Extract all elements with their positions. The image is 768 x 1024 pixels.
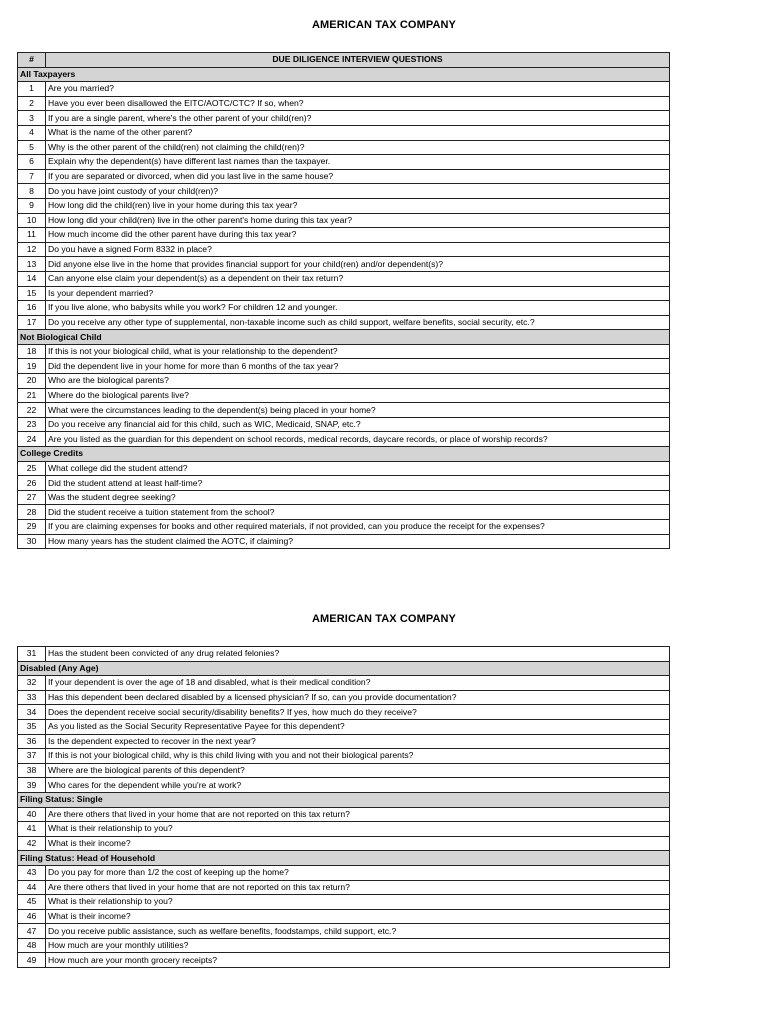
question-text: How much are your month grocery receipts?: [46, 953, 670, 968]
question-text: If your dependent is over the age of 18 and disabled, what is their medical condition?: [46, 676, 670, 691]
section-row: [18, 792, 670, 807]
question-row: [18, 734, 670, 749]
question-text: Has the student been convicted of any drug related felonies?: [46, 647, 670, 662]
question-number: 48: [18, 938, 46, 953]
question-number: 46: [18, 909, 46, 924]
question-number: 43: [18, 865, 46, 880]
question-text: Has this dependent been declared disabled by a licensed physician? If so, can you provide documentation?: [46, 690, 670, 705]
question-number: 26: [18, 476, 46, 491]
question-row: [18, 778, 670, 793]
question-number: 27: [18, 490, 46, 505]
question-number: 17: [18, 315, 46, 330]
question-row: [18, 520, 670, 535]
question-row: [18, 169, 670, 184]
question-row: [18, 719, 670, 734]
question-number: 15: [18, 286, 46, 301]
question-text: Did the student attend at least half-time?: [46, 476, 670, 491]
question-row: [18, 140, 670, 155]
question-text: What is the name of the other parent?: [46, 125, 670, 140]
question-text: Is the dependent expected to recover in the next year?: [46, 734, 670, 749]
question-text: Do you pay for more than 1/2 the cost of keeping up the home?: [46, 865, 670, 880]
question-number: 13: [18, 257, 46, 272]
question-text: Are you listed as the guardian for this dependent on school records, medical records, daycare records, or place of worship records?: [46, 432, 670, 447]
section-row: [18, 661, 670, 676]
question-text: What is their income?: [46, 909, 670, 924]
question-number: 22: [18, 403, 46, 418]
section-row: [18, 330, 670, 345]
question-number: 24: [18, 432, 46, 447]
question-row: [18, 155, 670, 170]
question-number: 33: [18, 690, 46, 705]
question-text: Where are the biological parents of this dependent?: [46, 763, 670, 778]
question-text: Is your dependent married?: [46, 286, 670, 301]
question-row: [18, 461, 670, 476]
question-number: 18: [18, 344, 46, 359]
question-number: 12: [18, 242, 46, 257]
question-row: [18, 301, 670, 316]
question-text: If this is not your biological child, why is this child living with you and not their biological parents?: [46, 749, 670, 764]
question-text: What were the circumstances leading to the dependent(s) being placed in your home?: [46, 403, 670, 418]
question-text: Did the student receive a tuition statement from the school?: [46, 505, 670, 520]
section-label: Filing Status: Head of Household: [18, 851, 670, 866]
question-row: [18, 432, 670, 447]
question-number: 5: [18, 140, 46, 155]
question-row: [18, 924, 670, 939]
question-row: [18, 184, 670, 199]
question-row: [18, 125, 670, 140]
question-number: 10: [18, 213, 46, 228]
question-text: Where do the biological parents live?: [46, 388, 670, 403]
question-number: 29: [18, 520, 46, 535]
question-text: What college did the student attend?: [46, 461, 670, 476]
question-row: [18, 676, 670, 691]
question-row: [18, 807, 670, 822]
question-row: [18, 96, 670, 111]
question-text: If this is not your biological child, what is your relationship to the dependent?: [46, 344, 670, 359]
question-row: [18, 647, 670, 662]
question-number: 30: [18, 534, 46, 549]
question-row: [18, 213, 670, 228]
question-row: [18, 388, 670, 403]
section-label: Disabled (Any Age): [18, 661, 670, 676]
question-text: Why is the other parent of the child(ren) not claiming the child(ren)?: [46, 140, 670, 155]
question-number: 8: [18, 184, 46, 199]
question-row: [18, 690, 670, 705]
question-text: Do you have joint custody of your child(ren)?: [46, 184, 670, 199]
question-text: If you are a single parent, where's the other parent of your child(ren)?: [46, 111, 670, 126]
question-number: 36: [18, 734, 46, 749]
question-number: 16: [18, 301, 46, 316]
question-text: What is their relationship to you?: [46, 895, 670, 910]
question-number: 47: [18, 924, 46, 939]
table-header: [18, 53, 670, 68]
question-number: 7: [18, 169, 46, 184]
question-row: [18, 257, 670, 272]
question-number: 23: [18, 417, 46, 432]
question-text: Can anyone else claim your dependent(s) as a dependent on their tax return?: [46, 271, 670, 286]
question-text: If you are claiming expenses for books and other required materials, if not provided, can you produce the receipt for the expenses?: [46, 520, 670, 535]
question-row: [18, 242, 670, 257]
question-number: 35: [18, 719, 46, 734]
question-number: 2: [18, 96, 46, 111]
question-row: [18, 895, 670, 910]
question-number: 31: [18, 647, 46, 662]
question-number: 25: [18, 461, 46, 476]
question-text: Did anyone else live in the home that provides financial support for your child(ren) and/or dependent(s)?: [46, 257, 670, 272]
section-row: [18, 851, 670, 866]
question-number: 9: [18, 198, 46, 213]
question-number: 28: [18, 505, 46, 520]
question-row: [18, 286, 670, 301]
header-questions: DUE DILIGENCE INTERVIEW QUESTIONS: [46, 53, 670, 68]
section-label: All Taxpayers: [18, 67, 670, 82]
question-text: Do you receive any financial aid for this child, such as WIC, Medicaid, SNAP, etc.?: [46, 417, 670, 432]
question-row: [18, 909, 670, 924]
question-number: 49: [18, 953, 46, 968]
question-number: 34: [18, 705, 46, 720]
question-row: [18, 705, 670, 720]
section-label: Not Biological Child: [18, 330, 670, 345]
question-text: How much are your monthly utilities?: [46, 938, 670, 953]
question-number: 6: [18, 155, 46, 170]
question-row: [18, 198, 670, 213]
question-text: Do you have a signed Form 8332 in place?: [46, 242, 670, 257]
question-text: Who are the biological parents?: [46, 374, 670, 389]
question-number: 19: [18, 359, 46, 374]
question-row: [18, 359, 670, 374]
question-number: 11: [18, 228, 46, 243]
question-number: 21: [18, 388, 46, 403]
question-row: [18, 880, 670, 895]
question-row: [18, 836, 670, 851]
question-row: [18, 315, 670, 330]
page2-title: AMERICAN TAX COMPANY: [312, 613, 456, 625]
question-row: [18, 476, 670, 491]
question-number: 38: [18, 763, 46, 778]
question-number: 45: [18, 895, 46, 910]
due-diligence-table-page2: [17, 646, 670, 968]
question-text: Are there others that lived in your home that are not reported on this tax return?: [46, 807, 670, 822]
section-row: [18, 447, 670, 462]
question-text: Are there others that lived in your home that are not reported on this tax return?: [46, 880, 670, 895]
question-row: [18, 505, 670, 520]
header-number: #: [18, 53, 46, 68]
question-number: 20: [18, 374, 46, 389]
question-text: Explain why the dependent(s) have different last names than the taxpayer.: [46, 155, 670, 170]
question-text: Was the student degree seeking?: [46, 490, 670, 505]
page1-title: AMERICAN TAX COMPANY: [312, 19, 456, 31]
question-text: Do you receive public assistance, such as welfare benefits, foodstamps, child support, etc.?: [46, 924, 670, 939]
question-text: Are you married?: [46, 82, 670, 97]
section-label: College Credits: [18, 447, 670, 462]
question-number: 32: [18, 676, 46, 691]
question-text: Do you receive any other type of supplemental, non-taxable income such as child support, welfare benefits, social security, etc.?: [46, 315, 670, 330]
question-text: Did the dependent live in your home for more than 6 months of the tax year?: [46, 359, 670, 374]
question-number: 14: [18, 271, 46, 286]
question-text: How many years has the student claimed the AOTC, if claiming?: [46, 534, 670, 549]
question-text: Who cares for the dependent while you're at work?: [46, 778, 670, 793]
question-number: 39: [18, 778, 46, 793]
question-row: [18, 228, 670, 243]
question-row: [18, 417, 670, 432]
question-number: 44: [18, 880, 46, 895]
question-number: 3: [18, 111, 46, 126]
question-row: [18, 763, 670, 778]
question-number: 42: [18, 836, 46, 851]
question-text: What is their relationship to you?: [46, 822, 670, 837]
question-row: [18, 953, 670, 968]
question-text: As you listed as the Social Security Representative Payee for this dependent?: [46, 719, 670, 734]
question-row: [18, 490, 670, 505]
question-text: How long did your child(ren) live in the other parent's home during this tax year?: [46, 213, 670, 228]
question-row: [18, 374, 670, 389]
question-row: [18, 865, 670, 880]
question-number: 40: [18, 807, 46, 822]
question-text: How long did the child(ren) live in your home during this tax year?: [46, 198, 670, 213]
question-number: 37: [18, 749, 46, 764]
question-number: 1: [18, 82, 46, 97]
question-text: If you live alone, who babysits while you work? For children 12 and younger.: [46, 301, 670, 316]
question-row: [18, 403, 670, 418]
question-number: 41: [18, 822, 46, 837]
question-text: Does the dependent receive social security/disability benefits? If yes, how much do they receive?: [46, 705, 670, 720]
question-row: [18, 822, 670, 837]
question-text: If you are separated or divorced, when did you last live in the same house?: [46, 169, 670, 184]
question-text: What is their income?: [46, 836, 670, 851]
question-row: [18, 344, 670, 359]
question-text: How much income did the other parent have during this tax year?: [46, 228, 670, 243]
due-diligence-table-page1: [17, 52, 670, 549]
question-row: [18, 111, 670, 126]
question-row: [18, 749, 670, 764]
question-number: 4: [18, 125, 46, 140]
section-label: Filing Status: Single: [18, 792, 670, 807]
section-row: [18, 67, 670, 82]
question-row: [18, 938, 670, 953]
question-row: [18, 271, 670, 286]
question-text: Have you ever been disallowed the EITC/AOTC/CTC? If so, when?: [46, 96, 670, 111]
question-row: [18, 82, 670, 97]
question-row: [18, 534, 670, 549]
